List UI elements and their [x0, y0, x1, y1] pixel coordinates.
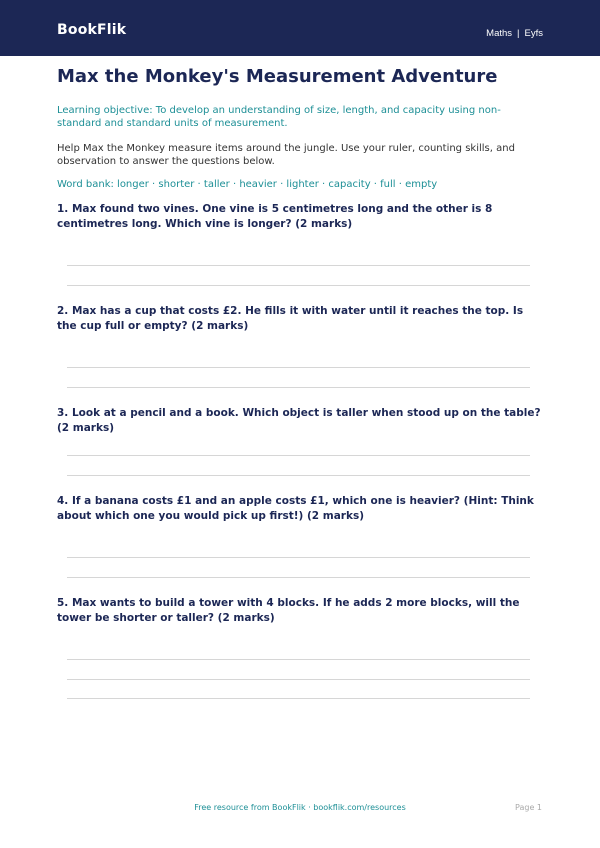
question-text: 1. Max found two vines. One vine is 5 centimetres long and the other is 8 centimetres long. Which vine is longer? (2 marks) [57, 203, 493, 230]
subject-label: Maths [486, 28, 513, 39]
question-text: 3. Look at a pencil and a book. Which object is taller when stood up on the table? (2 marks) [57, 407, 541, 434]
answer-line[interactable] [67, 285, 530, 286]
question-text: 4. If a banana costs £1 and an apple costs £1, which one is heavier? (Hint: Think about which one you would pick up first!) (2 marks) [57, 495, 534, 522]
answer-line[interactable] [67, 455, 530, 456]
instructions: Help Max the Monkey measure items around the jungle. Use your ruler, counting skills, and observation to answer the questions below. [57, 143, 515, 167]
question-3 [57, 406, 545, 436]
page-header [0, 0, 600, 56]
level-label: Eyfs [524, 28, 543, 39]
answer-line[interactable] [67, 659, 530, 660]
question-5 [57, 596, 545, 626]
answer-line[interactable] [67, 557, 530, 558]
answer-line[interactable] [67, 367, 530, 368]
learning-objective: Learning objective: To develop an understanding of size, length, and capacity using non-standard and standard units of measurement. [57, 105, 501, 129]
subject-tag [486, 28, 543, 39]
subject-separator: | [517, 28, 520, 39]
answer-line[interactable] [67, 698, 530, 699]
question-text: 5. Max wants to build a tower with 4 blocks. If he adds 2 more blocks, will the tower be shorter or taller? (2 marks) [57, 597, 520, 624]
page-number: Page 1 [515, 803, 542, 812]
footer-link[interactable]: Free resource from BookFlik · bookflik.com/resources [194, 803, 406, 812]
word-bank: Word bank: longer · shorter · taller · heavier · lighter · capacity · full · empty [57, 179, 438, 190]
brand-logo[interactable]: BookFlik [57, 22, 127, 38]
question-4 [57, 494, 545, 524]
answer-line[interactable] [67, 577, 530, 578]
worksheet-intro [57, 66, 545, 191]
answer-line[interactable] [67, 387, 530, 388]
answer-line[interactable] [67, 475, 530, 476]
answer-line[interactable] [67, 679, 530, 680]
question-text: 2. Max has a cup that costs £2. He fills it with water until it reaches the top. Is the cup full or empty? (2 marks) [57, 305, 524, 332]
question-1 [57, 202, 545, 232]
page-title: Max the Monkey's Measurement Adventure [57, 66, 498, 87]
answer-line[interactable] [67, 265, 530, 266]
question-2 [57, 304, 545, 334]
